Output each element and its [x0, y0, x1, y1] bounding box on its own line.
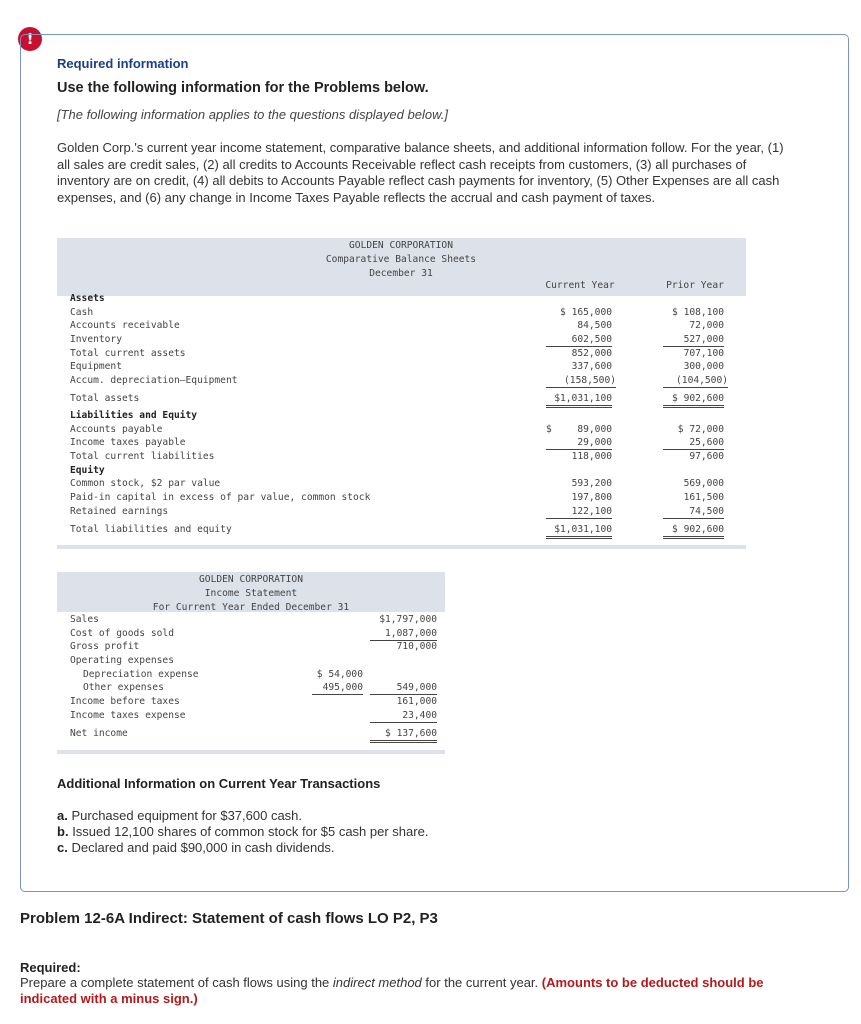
total-assets-prior: $ 902,600 [663, 393, 724, 408]
other-exp-label: Other expenses [83, 682, 164, 693]
alert-icon: ! [18, 27, 42, 51]
tcl-label: Total current liabilities [70, 451, 215, 462]
itp-prior: 25,600 [663, 437, 724, 450]
prepare-text-a: Prepare a complete statement of cash flows using the [20, 975, 330, 990]
inventory-label: Inventory [70, 334, 122, 345]
prepare-note: (Amounts to be deducted should be indicated with a minus sign.) [20, 975, 764, 1006]
retained-earnings-prior: 74,500 [663, 506, 724, 519]
sales-amount: $1,797,000 [379, 614, 437, 625]
ap-prior: $ 72,000 [677, 424, 724, 435]
net-income-amount: $ 137,600 [370, 728, 437, 743]
itp-current: 29,000 [546, 437, 612, 450]
additional-item [57, 808, 302, 823]
tca-current: 852,000 [571, 348, 612, 359]
pic-current: 197,800 [571, 492, 612, 503]
accum-dep-prior: (104,500) [663, 375, 728, 388]
accum-dep-current: (158,500) [546, 375, 616, 388]
item-text: Declared and paid $90,000 in cash dividends. [71, 840, 335, 855]
tca-prior: 707,100 [683, 348, 724, 359]
is-company: GOLDEN CORPORATION [199, 574, 303, 585]
total-le-prior: $ 902,600 [663, 524, 724, 539]
total-assets-current: $1,031,100 [546, 393, 612, 408]
item-text: Purchased equipment for $37,600 cash. [71, 808, 303, 823]
assets-heading: Assets [70, 293, 105, 304]
col-current-year: Current Year [545, 280, 615, 291]
cash-prior: $ 108,100 [672, 307, 724, 318]
retained-earnings-label: Retained earnings [70, 506, 169, 517]
retained-earnings-current: 122,100 [546, 506, 612, 519]
item-letter: a. [57, 808, 68, 823]
additional-info-heading: Additional Information on Current Year Transactions [57, 776, 381, 791]
ar-prior: 72,000 [689, 320, 724, 331]
equipment-current: 337,600 [571, 361, 612, 372]
cogs-amount: 1,087,000 [370, 628, 437, 641]
itp-label: Income taxes payable [70, 437, 186, 448]
ar-current: 84,500 [577, 320, 612, 331]
ibt-amount: 161,000 [396, 696, 437, 707]
gross-profit-amount: 710,000 [396, 641, 437, 652]
common-stock-current: 593,200 [571, 478, 612, 489]
common-stock-label: Common stock, $2 par value [70, 478, 221, 489]
item-text: Issued 12,100 shares of common stock for $5 cash per share. [72, 824, 429, 839]
bs-company: GOLDEN CORPORATION [349, 240, 453, 251]
dep-amount: $ 54,000 [316, 669, 363, 680]
balance-sheet-footer-rule [57, 545, 746, 549]
additional-item [57, 824, 428, 839]
pic-label: Paid-in capital in excess of par value, common stock [70, 492, 371, 503]
equipment-prior: 300,000 [683, 361, 724, 372]
gross-profit-label: Gross profit [70, 641, 140, 652]
income-statement-footer-rule [57, 750, 445, 754]
item-letter: c. [57, 840, 68, 855]
required-info-heading: Required information [57, 56, 189, 71]
liabilities-equity-heading: Liabilities and Equity [70, 410, 198, 421]
prepare-instructions [20, 975, 820, 1007]
opex-total-amount: 549,000 [370, 682, 437, 695]
other-exp-amount: 495,000 [312, 682, 363, 695]
net-income-label: Net income [70, 728, 128, 739]
accum-dep-label: Accum. depreciation—Equipment [70, 375, 238, 386]
additional-item [57, 840, 335, 855]
pic-prior: 161,500 [683, 492, 724, 503]
dep-label: Depreciation expense [83, 669, 199, 680]
opex-heading: Operating expenses [70, 655, 174, 666]
intro-paragraph: Golden Corp.'s current year income statement, comparative balance sheets, and additional information follow. For the year, (1) all sales are credit sales, (2) all credits to Accounts Receivable reflect cash receipts from customers, (3) all purchases of inventory are on credit, (4) all debits to Accounts Payable reflect cash payments for inventory, (5) Other Expenses are all cash expenses, and (6) any change in Income Taxes Payable reflects the accrual and cash payment of taxes. [57, 140, 784, 205]
ibt-label: Income before taxes [70, 696, 180, 707]
ap-label: Accounts payable [70, 424, 163, 435]
tcl-current: 118,000 [571, 451, 612, 462]
bs-date: December 31 [369, 268, 433, 279]
problem-title: Problem 12-6A Indirect: Statement of cash flows LO P2, P3 [20, 910, 438, 927]
cash-label: Cash [70, 307, 94, 318]
tax-exp-label: Income taxes expense [70, 710, 186, 721]
cogs-label: Cost of goods sold [70, 628, 174, 639]
ar-label: Accounts receivable [70, 320, 180, 331]
is-period: For Current Year Ended December 31 [152, 602, 350, 613]
total-assets-label: Total assets [70, 393, 140, 404]
cash-current: $ 165,000 [560, 307, 612, 318]
tax-exp-amount: 23,400 [370, 710, 437, 723]
total-le-label: Total liabilities and equity [70, 524, 232, 535]
col-prior-year: Prior Year [666, 280, 724, 291]
sales-label: Sales [70, 614, 99, 625]
applies-note: [The following information applies to the questions displayed below.] [57, 107, 448, 122]
use-info-heading: Use the following information for the Problems below. [57, 80, 429, 96]
ap-current: 89,000 [577, 424, 612, 435]
required-label: Required: [20, 960, 81, 975]
common-stock-prior: 569,000 [683, 478, 724, 489]
equity-heading: Equity [70, 465, 105, 476]
is-title: Income Statement [204, 588, 298, 599]
bs-title: Comparative Balance Sheets [325, 254, 477, 265]
inventory-prior: 527,000 [663, 334, 724, 347]
ap-current-sign: $ [546, 424, 552, 435]
tcl-prior: 97,600 [689, 451, 724, 462]
prepare-method: indirect method [332, 975, 422, 990]
inventory-current: 602,500 [546, 334, 612, 347]
item-letter: b. [57, 824, 69, 839]
total-le-current: $1,031,100 [546, 524, 612, 539]
prepare-text-b: for the current year. [425, 975, 539, 990]
equipment-label: Equipment [70, 361, 122, 372]
tca-label: Total current assets [70, 348, 186, 359]
